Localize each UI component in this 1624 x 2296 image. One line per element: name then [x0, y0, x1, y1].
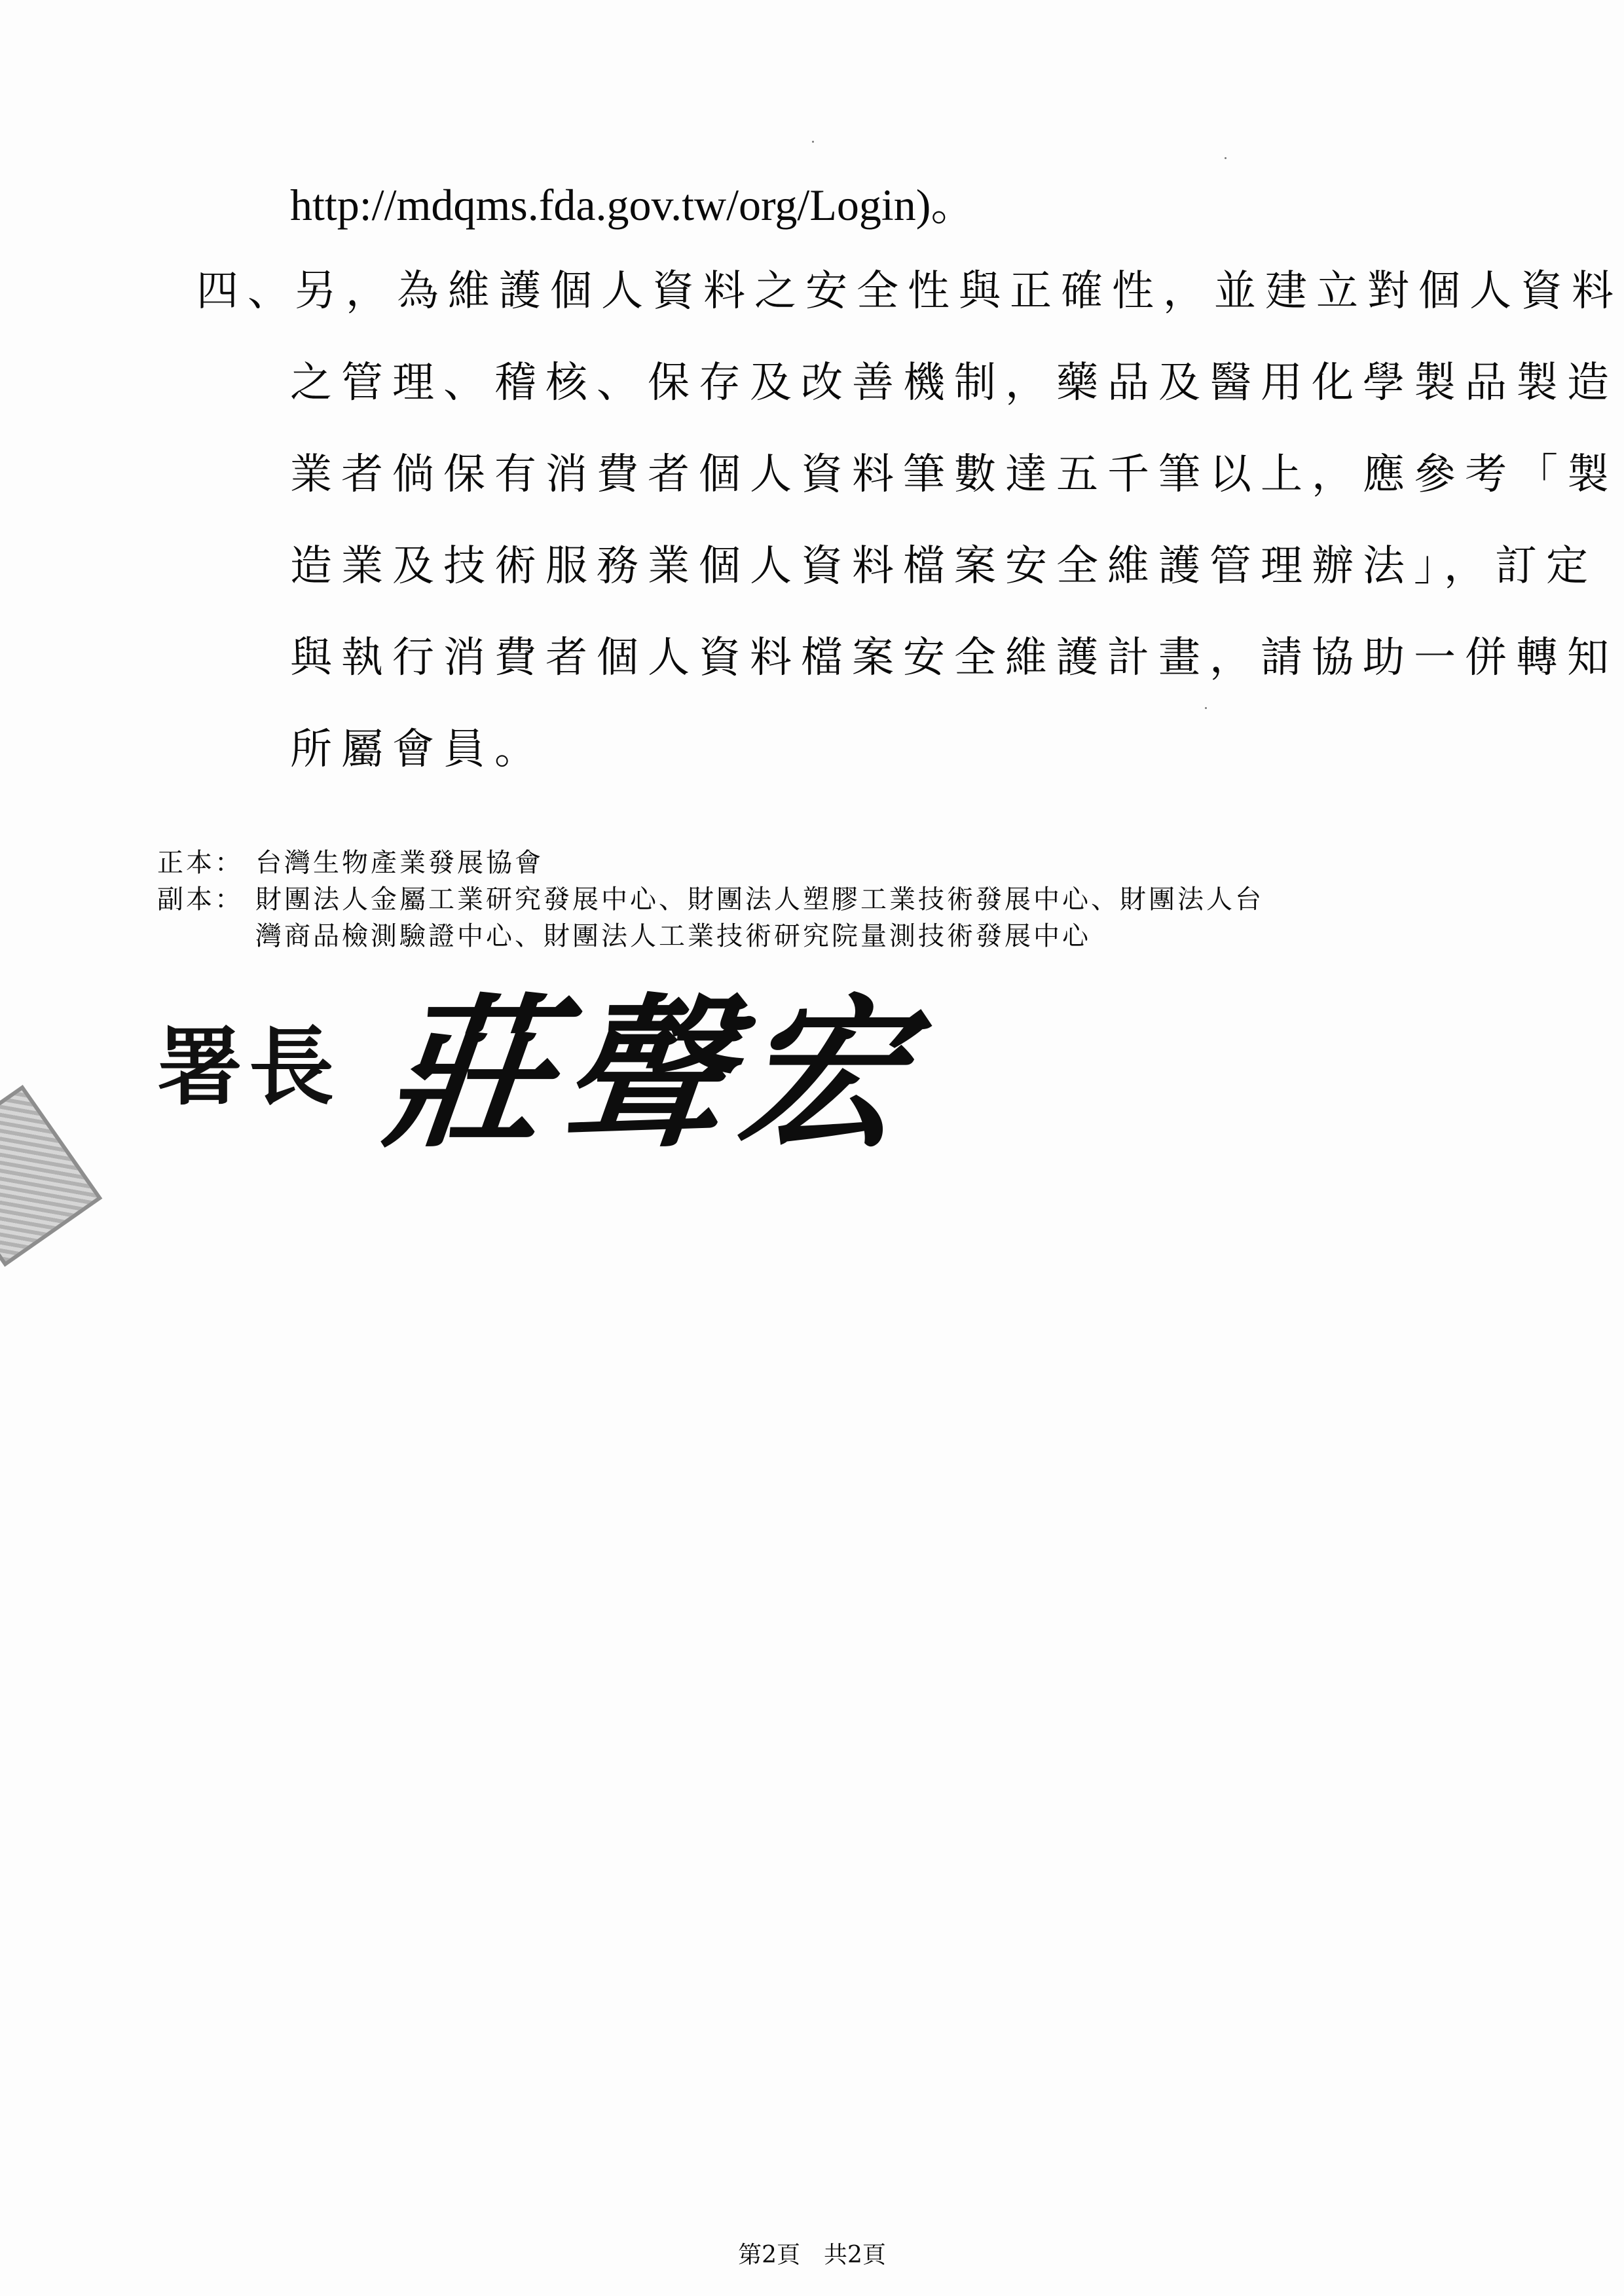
- primary-recipient: [157, 845, 1467, 881]
- copy-label: 副本：: [157, 884, 244, 915]
- recipients-block: [157, 845, 1467, 955]
- item-number: 四、: [196, 267, 299, 316]
- signature-title: 署長: [157, 1017, 341, 1117]
- copy-value-line2: 灣商品檢測驗證中心、財團法人工業技術研究院量測技術發展中心: [255, 921, 1091, 951]
- page-footer: 第2頁 共2頁: [738, 2242, 886, 2269]
- scan-speck: [812, 141, 814, 143]
- copy-recipient: [157, 881, 1467, 918]
- paragraph-line: 另，為維護個人資料之安全性與正確性，並建立對個人資料: [295, 267, 1623, 316]
- scan-speck: [1225, 157, 1227, 159]
- url-line: http://mdqms.fda.gov.tw/org/Login)。: [290, 180, 976, 230]
- scan-speck: [1205, 707, 1207, 709]
- paragraph-line: 業者倘保有消費者個人資料筆數達五千筆以上，應參考「製: [290, 450, 1618, 499]
- official-seal-icon: [0, 1085, 102, 1267]
- paragraph-line: 所屬會員。: [290, 725, 545, 774]
- paragraph-line: 與執行消費者個人資料檔案安全維護計畫，請協助一併轉知: [290, 634, 1618, 682]
- signature-name: 莊聲宏: [376, 977, 927, 1170]
- primary-label: 正本：: [157, 848, 244, 878]
- primary-value: 台灣生物產業發展協會: [255, 848, 544, 878]
- paragraph-line: 之管理、稽核、保存及改善機制，藥品及醫用化學製品製造: [290, 359, 1618, 407]
- copy-value-line1: 財團法人金屬工業研究發展中心、財團法人塑膠工業技術發展中心、財團法人台: [255, 884, 1264, 915]
- paragraph-line: 造業及技術服務業個人資料檔案安全維護管理辦法」，訂定: [290, 542, 1597, 591]
